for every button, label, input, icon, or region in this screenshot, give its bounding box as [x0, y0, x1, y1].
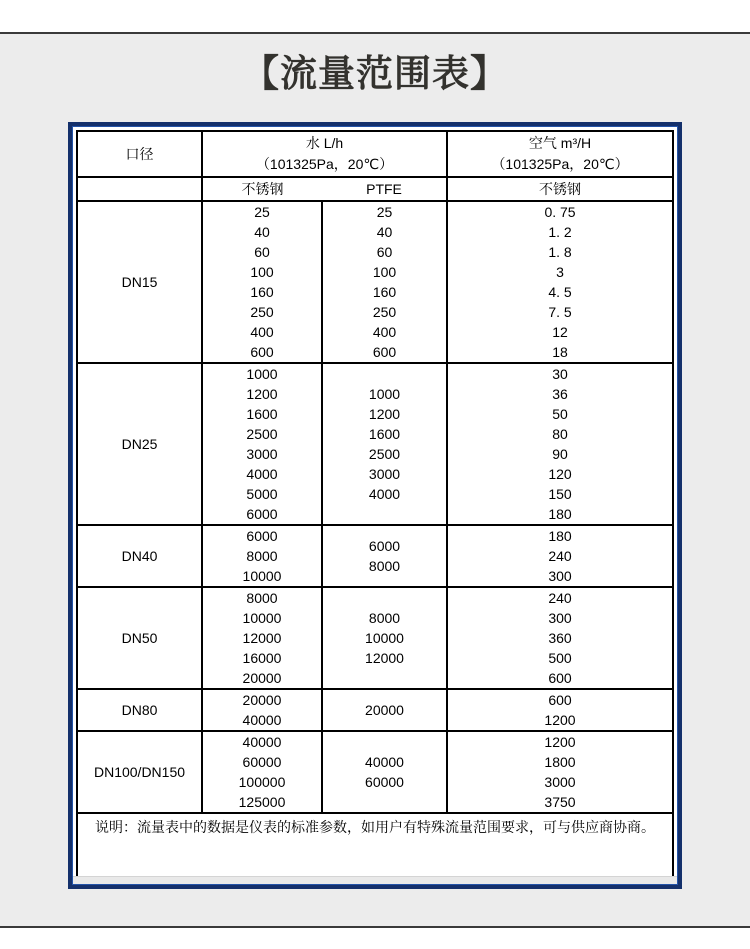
subheader-empty-cell — [77, 177, 202, 201]
water-ptfe-cell — [322, 731, 447, 813]
diameter-cell: DN40 — [77, 525, 202, 587]
air-stainless-cell — [447, 689, 673, 731]
value-line: 20000 — [365, 702, 404, 718]
value-line: 120 — [548, 466, 572, 482]
value-line: 25 — [376, 204, 393, 220]
value-line: 6000 — [246, 506, 278, 522]
content-area — [0, 34, 750, 926]
table-row — [77, 525, 673, 587]
value-line: 1. 8 — [548, 244, 572, 260]
value-line: 8000 — [246, 590, 278, 606]
value-line: 80 — [552, 426, 568, 442]
value-line: 8000 — [368, 610, 401, 626]
value-line: 12000 — [242, 630, 282, 646]
value-line: 500 — [548, 650, 572, 666]
value-line: 0. 75 — [544, 204, 576, 220]
water-ptfe-cell — [322, 363, 447, 525]
value-line: 4000 — [368, 486, 401, 502]
air-stainless-cell — [447, 731, 673, 813]
water-stainless-cell — [202, 363, 322, 525]
value-line: 300 — [548, 610, 572, 626]
value-line: 60000 — [242, 754, 282, 770]
table-row — [77, 587, 673, 689]
value-line: 12000 — [365, 650, 404, 666]
value-line: 6000 — [246, 528, 278, 544]
value-line: 60000 — [365, 774, 404, 790]
value-line: 25 — [254, 204, 270, 220]
diameter-cell: DN100/DN150 — [77, 731, 202, 813]
table-row — [77, 731, 673, 813]
diameter-cell: DN50 — [77, 587, 202, 689]
air-stainless-cell — [447, 587, 673, 689]
water-stainless-cell — [202, 587, 322, 689]
value-line: 600 — [250, 344, 274, 360]
value-line: 8000 — [368, 558, 401, 574]
value-line: 600 — [548, 692, 572, 708]
flow-range-table — [76, 130, 674, 876]
value-line: 10000 — [242, 568, 282, 584]
value-line: 5000 — [246, 486, 278, 502]
value-line: 1600 — [246, 406, 278, 422]
value-line: 3 — [556, 264, 564, 280]
value-line: 160 — [250, 284, 274, 300]
value-line: 30 — [552, 366, 568, 382]
water-ptfe-cell — [322, 689, 447, 731]
top-white-band — [0, 0, 750, 32]
value-line: 20000 — [242, 670, 282, 686]
subheader-water-stainless: 不锈钢 — [202, 177, 322, 201]
table-row — [77, 689, 673, 731]
value-line: 1000 — [246, 366, 278, 382]
value-line: 1000 — [368, 386, 401, 402]
subheader-air-stainless: 不锈钢 — [447, 177, 673, 201]
value-line: 100 — [372, 264, 397, 280]
diameter-cell: DN15 — [77, 201, 202, 363]
value-line: 125000 — [238, 794, 286, 810]
value-line: 1600 — [368, 426, 401, 442]
value-line: 250 — [250, 304, 274, 320]
value-line: 4000 — [246, 466, 278, 482]
value-line: 40 — [376, 224, 393, 240]
value-line: 90 — [552, 446, 568, 462]
air-header-condition: （101325Pa，20℃） — [491, 156, 629, 172]
value-line: 3750 — [544, 794, 576, 810]
value-line: 10000 — [365, 630, 404, 646]
air-stainless-cell — [447, 201, 673, 363]
value-line: 150 — [548, 486, 572, 502]
bottom-strip — [73, 876, 677, 884]
value-line: 2500 — [368, 446, 401, 462]
water-stainless-cell — [202, 525, 322, 587]
value-line: 300 — [548, 568, 572, 584]
diameter-cell: DN80 — [77, 689, 202, 731]
value-line: 1200 — [544, 712, 576, 728]
value-line: 3000 — [368, 466, 401, 482]
value-line: 180 — [548, 506, 572, 522]
value-line: 180 — [548, 528, 572, 544]
value-line: 12 — [552, 324, 568, 340]
value-line: 60 — [254, 244, 270, 260]
value-line: 7. 5 — [548, 304, 572, 320]
value-line: 100000 — [238, 774, 286, 790]
flow-table-body — [77, 131, 673, 876]
value-line: 1800 — [544, 754, 576, 770]
air-header-title: 空气 m³/H — [528, 135, 592, 151]
table-frame — [68, 122, 682, 889]
table-row — [77, 363, 673, 525]
value-line: 240 — [548, 548, 572, 564]
water-ptfe-cell — [322, 525, 447, 587]
value-line: 40 — [254, 224, 270, 240]
value-line: 1200 — [368, 406, 401, 422]
note-row — [77, 813, 673, 876]
value-line: 250 — [372, 304, 397, 320]
air-header-cell — [447, 131, 673, 177]
subheader-row — [77, 177, 673, 201]
value-line: 8000 — [246, 548, 278, 564]
value-line: 50 — [552, 406, 568, 422]
water-header-condition: （101325Pa，20℃） — [255, 156, 394, 172]
diameter-header-cell — [77, 131, 202, 177]
value-line: 36 — [552, 386, 568, 402]
value-line: 40000 — [242, 712, 282, 728]
value-line: 1200 — [544, 734, 576, 750]
water-stainless-cell — [202, 201, 322, 363]
value-line: 16000 — [242, 650, 282, 666]
water-header-title: 水 L/h — [305, 135, 344, 151]
value-line: 40000 — [365, 754, 404, 770]
water-ptfe-cell — [322, 201, 447, 363]
bottom-white-band — [0, 928, 750, 945]
value-line: 18 — [552, 344, 568, 360]
table-frame-inner — [72, 126, 678, 885]
table-row — [77, 201, 673, 363]
value-line: 10000 — [242, 610, 282, 626]
water-stainless-cell — [202, 731, 322, 813]
value-line: 20000 — [242, 692, 282, 708]
value-line: 40000 — [242, 734, 282, 750]
note-cell: 说明：流量表中的数据是仪表的标准参数，如用户有特殊流量范围要求，可与供应商协商。 — [77, 813, 673, 876]
water-header-cell — [202, 131, 447, 177]
value-line: 6000 — [368, 538, 401, 554]
air-stainless-cell — [447, 525, 673, 587]
value-line: 360 — [548, 630, 572, 646]
value-line: 400 — [372, 324, 397, 340]
value-line: 60 — [376, 244, 393, 260]
value-line: 400 — [250, 324, 274, 340]
value-line: 1200 — [246, 386, 278, 402]
value-line: 2500 — [246, 426, 278, 442]
value-line: 240 — [548, 590, 572, 606]
header-row — [77, 131, 673, 177]
value-line: 160 — [372, 284, 397, 300]
page-title: 【流量范围表】 — [242, 53, 508, 94]
value-line: 4. 5 — [548, 284, 572, 300]
air-stainless-cell — [447, 363, 673, 525]
value-line: 3000 — [544, 774, 576, 790]
water-stainless-cell — [202, 689, 322, 731]
value-line: 100 — [250, 264, 274, 280]
value-line: 600 — [548, 670, 572, 686]
diameter-cell: DN25 — [77, 363, 202, 525]
subheader-water-ptfe: PTFE — [322, 177, 447, 201]
value-line: 3000 — [246, 446, 278, 462]
diameter-header-label: 口径 — [125, 145, 154, 162]
value-line: 1. 2 — [548, 224, 572, 240]
water-ptfe-cell — [322, 587, 447, 689]
value-line: 600 — [372, 344, 397, 360]
